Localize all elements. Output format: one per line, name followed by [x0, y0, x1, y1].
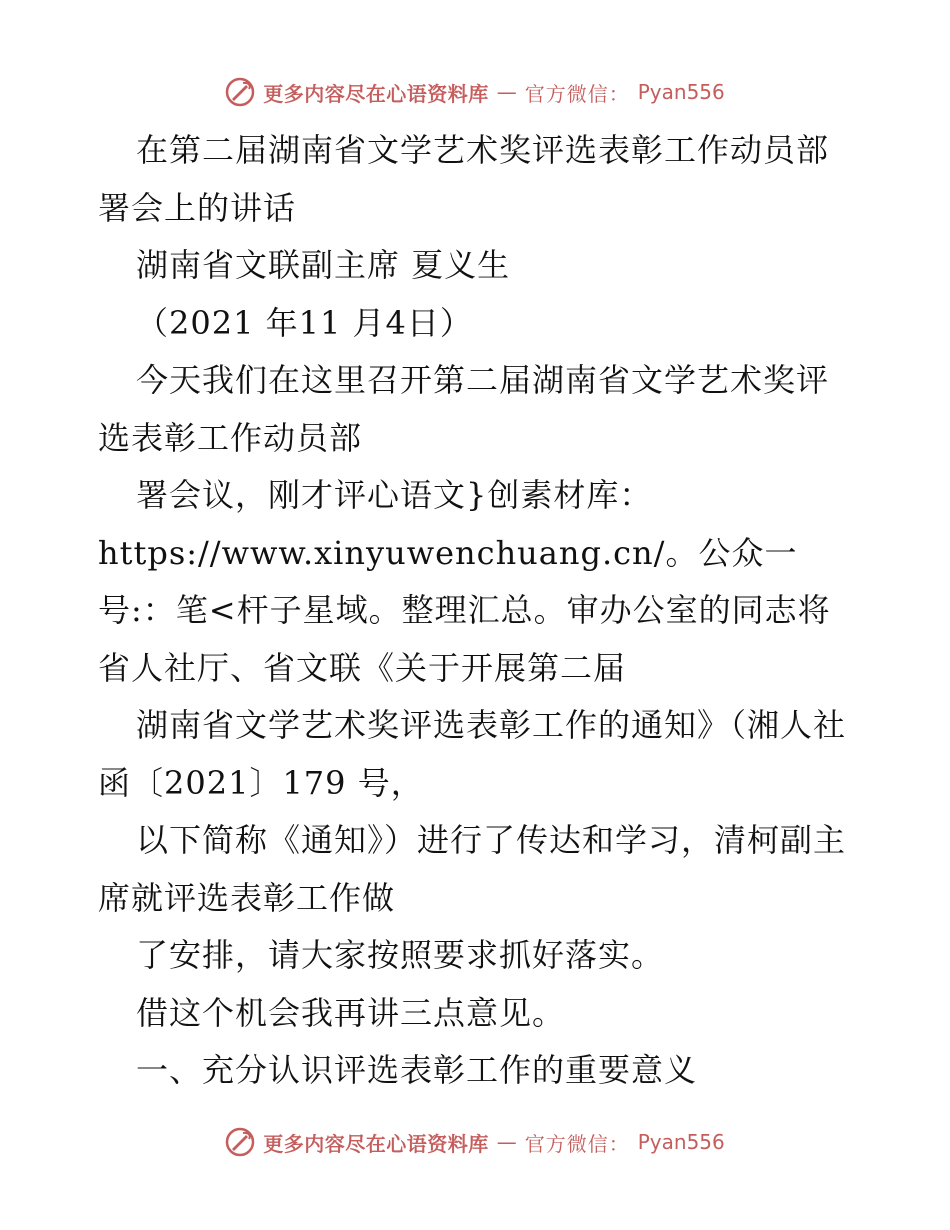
body-paragraph: 借这个机会我再讲三点意见。: [136, 993, 566, 1032]
header-watermark: [0, 72, 950, 112]
watermark-separator: —: [496, 80, 517, 104]
body-paragraph: 了安排，请大家按照要求抓好落实。: [136, 936, 665, 974]
watermark-separator: —: [496, 1130, 517, 1154]
body-paragraph: 湖南省文学艺术奖评选表彰工作的通知》（湘人社函〔2021〕179 号，: [98, 706, 847, 802]
watermark-wechat-id: Pyan556: [637, 80, 725, 104]
watermark-site-name: 更多内容尽在心语资料库: [263, 81, 489, 106]
section-heading: 一、充分认识评选表彰工作的重要意义: [136, 1051, 698, 1089]
watermark-official-label: 官方微信：: [524, 81, 630, 106]
document-body: [98, 122, 858, 1100]
footer-watermark: [0, 1122, 950, 1162]
speaker-line: 湖南省文联副主席 夏义生: [136, 246, 511, 284]
watermark-site-name: 更多内容尽在心语资料库: [263, 1131, 489, 1156]
speech-date: （2021 年11 月4日）: [136, 303, 473, 342]
watermark-wechat-id: Pyan556: [637, 1130, 725, 1154]
quill-logo-icon: [225, 77, 255, 107]
quill-logo-icon: [225, 1127, 255, 1157]
watermark-official-label: 官方微信：: [524, 1131, 630, 1156]
body-paragraph: 以下简称《通知》）进行了传达和学习，清柯副主席就评选表彰工作做: [98, 821, 847, 917]
body-paragraph: 今天我们在这里召开第二届湖南省文学艺术奖评选表彰工作动员部: [98, 361, 830, 457]
body-paragraph: 署会议，刚才评心语文}创素材库：https://www.xinyuwenchuang.cn/。公众一号:：笔<杆子星域。整理汇总。审办公室的同志将省人社厅、省文联《关于开展第二届: [98, 476, 831, 687]
speech-title: 在第二届湖南省文学艺术奖评选表彰工作动员部署会上的讲话: [98, 131, 830, 227]
